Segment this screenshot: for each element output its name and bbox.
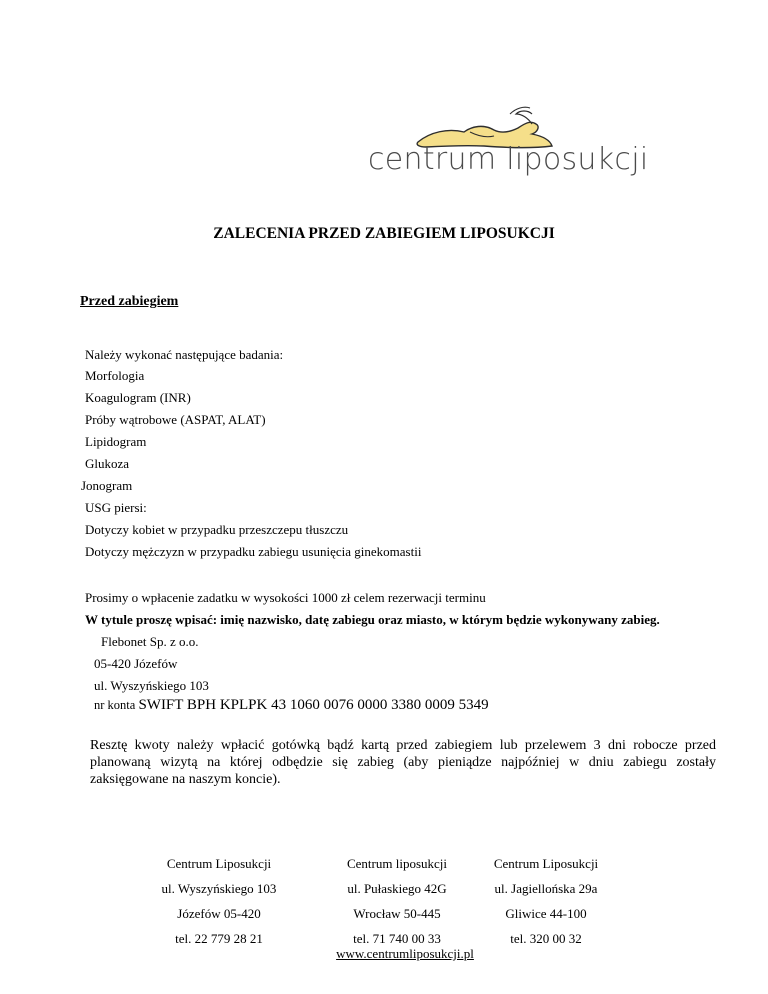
- list-item: Morfologia: [85, 368, 145, 383]
- location-column: [134, 851, 304, 951]
- company-postcode: 05-420 Józefów: [94, 656, 178, 671]
- page-title: ZALECENIA PRZED ZABIEGIEM LIPOSUKCJI: [213, 225, 555, 242]
- location-column: [461, 851, 631, 951]
- transfer-title-instruction: W tytule proszę wpisać: imię nazwisko, datę zabiegu oraz miasto, w którym będzie wykonywany zabieg.: [85, 612, 660, 627]
- location-street: ul. Wyszyńskiego 103: [161, 881, 277, 896]
- location-city: Józefów 05-420: [177, 906, 261, 921]
- location-phone: tel. 22 779 28 21: [175, 931, 263, 946]
- company-name: Flebonet Sp. z o.o.: [101, 634, 199, 649]
- section-heading: Przed zabiegiem: [80, 294, 179, 309]
- list-item: Glukoza: [85, 456, 130, 471]
- location-city: Gliwice 44-100: [505, 906, 587, 921]
- deposit-text: Prosimy o wpłacenie zadatku w wysokości 1000 zł celem rezerwacji terminu: [85, 590, 486, 605]
- location-city: Wrocław 50-445: [353, 906, 441, 921]
- usg-label: USG piersi:: [85, 500, 147, 515]
- tests-intro: Należy wykonać następujące badania:: [85, 347, 284, 362]
- location-street: ul. Pułaskiego 42G: [347, 881, 447, 896]
- bank-account: [94, 697, 489, 714]
- list-item: Próby wątrobowe (ASPAT, ALAT): [85, 412, 266, 427]
- location-phone: tel. 71 740 00 33: [353, 931, 441, 946]
- usg-note: Dotyczy mężczyzn w przypadku zabiegu usunięcia ginekomastii: [85, 544, 422, 559]
- company-street: ul. Wyszyńskiego 103: [94, 678, 209, 693]
- list-item: Jonogram: [81, 478, 133, 493]
- website-link[interactable]: www.centrumliposukcji.pl: [336, 946, 474, 961]
- account-label: nr konta: [94, 698, 136, 712]
- account-number: SWIFT BPH KPLPK 43 1060 0076 0000 3380 0009 5349: [138, 697, 489, 713]
- remainder-paragraph: Resztę kwoty należy wpłacić gotówką bądź kartą przed zabiegiem lub przelewem 3 dni robocze przed planowaną wizytą na której odbędzie się zabieg (aby pieniądze najpóźniej w dniu zabiegu zostały zaksięgowane na naszym koncie).: [90, 738, 716, 787]
- location-name: Centrum Liposukcji: [493, 856, 599, 871]
- location-street: ul. Jagiellońska 29a: [494, 881, 598, 896]
- location-phone: tel. 320 00 32: [510, 931, 582, 946]
- list-item: Koagulogram (INR): [85, 390, 191, 405]
- list-item: Lipidogram: [85, 434, 147, 449]
- location-name: Centrum Liposukcji: [166, 856, 272, 871]
- usg-note: Dotyczy kobiet w przypadku przeszczepu tłuszczu: [85, 522, 349, 537]
- logo-text: centrum liposukcji: [368, 142, 649, 177]
- location-name: Centrum liposukcji: [346, 856, 448, 871]
- location-column: [312, 851, 482, 951]
